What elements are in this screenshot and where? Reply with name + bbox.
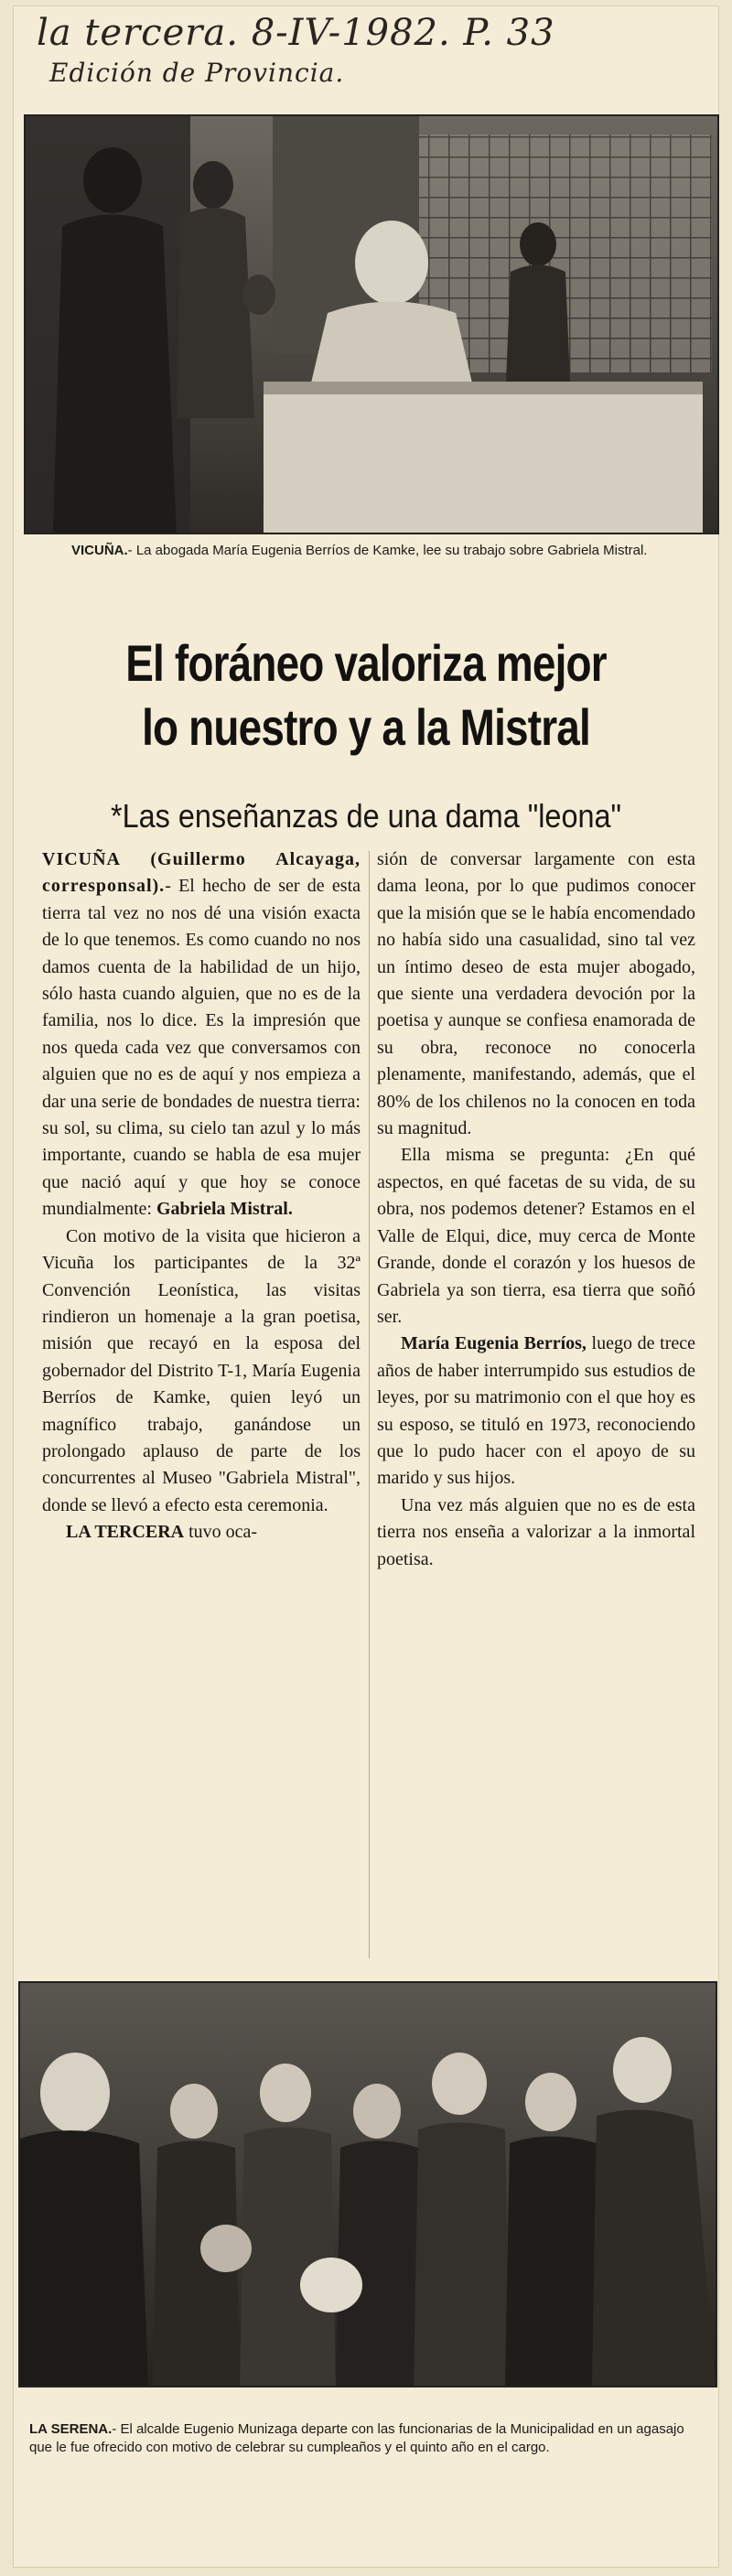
article-headline — [81, 631, 651, 760]
article-paragraph — [377, 1331, 695, 1492]
article-paragraph — [42, 846, 361, 1223]
paragraph-text: luego de trece años de haber interrumpido sus estudios de leyes, por su matrimonio con el que hoy es su esposo, se tituló en 1973, reconociendo que lo pudo hacer con el apoyo de su marido y sus hijos. — [377, 1333, 695, 1489]
article-paragraph: Ella misma se pregunta: ¿En qué aspectos, en qué facetas de su vida, de su obra, nos podemos detener? Estamos en el Valle de Elqui, dice, muy cerca de Monte Grande, donde el corazón y los huesos de Gabriela ya son tierra, esa tierra que soñó ser. — [377, 1145, 695, 1327]
photo-vicuna-ceremony — [24, 114, 719, 534]
paragraph-text: - El hecho de ser de esta tierra tal vez no nos dé una visión exacta de lo que tenemos. Es como cuando no nos damos cuenta de la habilidad de un hijo, sólo hasta cuando alguien, que no es de la familia, nos lo dice. Es la impresión que nos queda cada vez que conversamos con alguien que no es de aquí y nos empieza a dar una serie de bondades de nuestra tierra: su sol, su clima, su cielo tan azul y lo más importante, cuando se habla de esa mujer que nació aquí y que hoy se conoce mundialmente: — [42, 876, 361, 1220]
article-paragraph: Una vez más alguien que no es de esta tierra nos enseña a valorizar a la inmortal poetisa. — [377, 1494, 695, 1569]
paragraph-bold-name: María Eugenia Berríos, — [401, 1333, 587, 1354]
caption-text-vicuna: - La abogada María Eugenia Berríos de Kamke, lee su trabajo sobre Gabriela Mistral. — [127, 543, 648, 558]
caption-place-vicuna: VICUÑA. — [71, 543, 128, 558]
headline-line-2: lo nuestro y a la Mistral — [142, 698, 590, 756]
caption-place-la-serena: LA SERENA. — [29, 2421, 113, 2437]
article-column-right — [377, 846, 695, 1573]
article-dateline: VICUÑA (Guillermo Alcayaga, corresponsal). — [42, 849, 361, 897]
newspaper-name: LA TERCERA — [66, 1522, 185, 1543]
photo-caption-vicuna — [71, 542, 712, 560]
caption-text-la-serena: - El alcalde Eugenio Munizaga departe con las funcionarias de la Municipalidad en un agasajo que le fue ofrecido con motivo de celebrar su cumpleaños y el quinto año en el cargo. — [29, 2421, 684, 2455]
article-column-left — [42, 846, 361, 1547]
paragraph-bold-name: Gabriela Mistral. — [156, 1199, 293, 1220]
handwritten-edition-line: Edición de Provincia. — [49, 58, 345, 88]
article-paragraph: sión de conversar largamente con esta dama leona, por lo que pudimos conocer que la misión que se le había encomendado no había sido una casualidad, sino tal vez un íntimo deseo de esta mujer abogado, que siente una verdadera devoción por la poetisa y aunque se confiesa enamorada de su obra, reconoce no conocerla plenamente, manifestando, además, que el 80% de los chilenos no la conocen en toda su magnitud. — [377, 849, 695, 1139]
article-paragraph — [42, 1519, 361, 1546]
paragraph-text: tuvo oca- — [184, 1522, 258, 1543]
handwritten-source-note — [37, 11, 677, 92]
article-paragraph: Con motivo de la visita que hicieron a Vicuña los participantes de la 32ª Convención Leonística, las visitas rindieron un homenaje a la gran poetisa, misión que recayó en la esposa del gobernador del Distrito T-1, María Eugenia Berríos de Kamke, quien leyó un magnífico trabajo, ganándose un prolongado aplauso de parte de los concurrentes al Museo "Gabriela Mistral", donde se llevó a efecto esta ceremonia. — [42, 1225, 361, 1515]
photo-caption-la-serena — [29, 2420, 706, 2457]
column-divider — [369, 851, 370, 1958]
photo-la-serena-gathering — [18, 1981, 717, 2387]
handwritten-date-line: la tercera. 8-IV-1982. P. 33 — [37, 12, 555, 54]
headline-line-1: El foráneo valoriza mejor — [125, 634, 607, 692]
article-subheadline: *Las enseñanzas de una dama "leona" — [110, 797, 621, 835]
